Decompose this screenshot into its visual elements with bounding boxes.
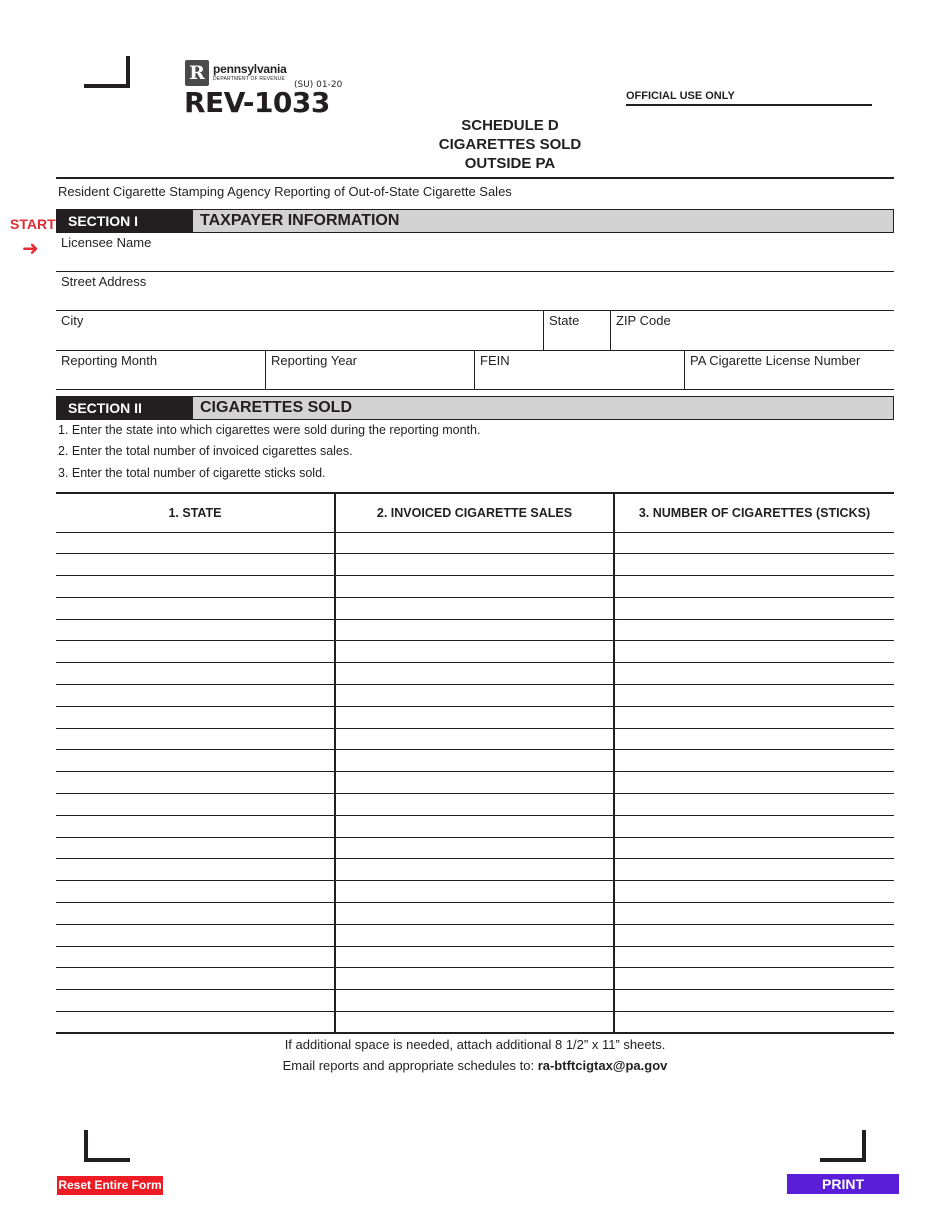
zip-code-label: ZIP Code: [616, 313, 671, 328]
cell-invoiced-sales-input[interactable]: [335, 837, 614, 859]
table-row: [56, 903, 894, 925]
state-label: State: [549, 313, 580, 328]
table-row: [56, 881, 894, 903]
table-row: [56, 750, 894, 772]
cell-invoiced-sales-input[interactable]: [335, 554, 614, 576]
cell-sticks-input[interactable]: [614, 772, 894, 794]
cell-state-input[interactable]: [56, 750, 335, 772]
cell-invoiced-sales-input[interactable]: [335, 728, 614, 750]
cell-invoiced-sales-input[interactable]: [335, 597, 614, 619]
reporting-year-field[interactable]: [265, 351, 474, 390]
cell-state-input[interactable]: [56, 685, 335, 707]
logo-department: DEPARTMENT OF REVENUE: [213, 76, 285, 82]
cell-sticks-input[interactable]: [614, 685, 894, 707]
reset-form-button[interactable]: Reset Entire Form: [57, 1176, 163, 1195]
zip-code-field[interactable]: [610, 311, 894, 351]
table-row: [56, 815, 894, 837]
licensee-name-label: Licensee Name: [61, 235, 152, 250]
section-1-name: TAXPAYER INFORMATION: [200, 212, 400, 229]
form-subtitle: Resident Cigarette Stamping Agency Reporting of Out-of-State Cigarette Sales: [58, 184, 512, 199]
cell-sticks-input[interactable]: [614, 881, 894, 903]
street-address-field[interactable]: [56, 272, 894, 311]
instruction-3: 3. Enter the total number of cigarette sticks sold.: [58, 466, 326, 480]
cell-invoiced-sales-input[interactable]: [335, 641, 614, 663]
cell-invoiced-sales-input[interactable]: [335, 924, 614, 946]
cell-state-input[interactable]: [56, 924, 335, 946]
cell-invoiced-sales-input[interactable]: [335, 903, 614, 925]
table-row: [56, 554, 894, 576]
city-field[interactable]: [56, 311, 543, 351]
table-row: [56, 576, 894, 598]
city-label: City: [61, 313, 84, 328]
cell-sticks-input[interactable]: [614, 728, 894, 750]
cell-sticks-input[interactable]: [614, 663, 894, 685]
cell-state-input[interactable]: [56, 990, 335, 1012]
table-row: [56, 685, 894, 707]
cell-invoiced-sales-input[interactable]: [335, 685, 614, 707]
corner-mark-bottom-right: [820, 1130, 866, 1162]
cell-invoiced-sales-input[interactable]: [335, 881, 614, 903]
reporting-month-label: Reporting Month: [61, 353, 158, 368]
arrow-right-icon: ➜: [22, 238, 39, 260]
cell-state-input[interactable]: [56, 597, 335, 619]
table-row: [56, 728, 894, 750]
cell-sticks-input[interactable]: [614, 706, 894, 728]
instruction-1: 1. Enter the state into which cigarettes were sold during the reporting month.: [58, 423, 481, 437]
form-title-line-2: CIGARETTES SOLD: [438, 136, 582, 153]
column-header-sticks: 3. NUMBER OF CIGARETTES (STICKS): [614, 493, 894, 532]
street-address-label: Street Address: [61, 274, 147, 289]
section-1-header: [56, 209, 894, 233]
email-address: ra-btftcigtax@pa.gov: [537, 1058, 668, 1073]
table-row: [56, 641, 894, 663]
cell-sticks-input[interactable]: [614, 1012, 894, 1034]
cell-state-input[interactable]: [56, 772, 335, 794]
cell-state-input[interactable]: [56, 576, 335, 598]
cell-sticks-input[interactable]: [614, 597, 894, 619]
cell-state-input[interactable]: [56, 706, 335, 728]
cell-sticks-input[interactable]: [614, 815, 894, 837]
form-number: REV-1033: [184, 86, 330, 119]
cell-sticks-input[interactable]: [614, 641, 894, 663]
cell-state-input[interactable]: [56, 859, 335, 881]
corner-mark-top-left: [84, 56, 130, 88]
fein-label: FEIN: [480, 353, 510, 368]
cell-invoiced-sales-input[interactable]: [335, 576, 614, 598]
print-button[interactable]: PRINT: [787, 1174, 899, 1194]
cell-invoiced-sales-input[interactable]: [335, 619, 614, 641]
section-1-number: SECTION I: [57, 210, 193, 232]
licensee-name-field[interactable]: [56, 233, 894, 272]
column-header-invoiced-sales: 2. INVOICED CIGARETTE SALES: [335, 493, 614, 532]
cell-sticks-input[interactable]: [614, 554, 894, 576]
cell-state-input[interactable]: [56, 837, 335, 859]
table-row: [56, 859, 894, 881]
cell-invoiced-sales-input[interactable]: [335, 859, 614, 881]
cell-sticks-input[interactable]: [614, 532, 894, 554]
cell-state-input[interactable]: [56, 881, 335, 903]
table-row: [56, 1012, 894, 1034]
cell-invoiced-sales-input[interactable]: [335, 968, 614, 990]
table-body: [56, 532, 894, 1033]
table-row: [56, 532, 894, 554]
form-title-line-1: SCHEDULE D: [461, 117, 559, 134]
additional-space-note: If additional space is needed, attach additional 8 1/2” x 11” sheets.: [284, 1037, 666, 1052]
cell-state-input[interactable]: [56, 903, 335, 925]
column-header-state: 1. STATE: [56, 493, 335, 532]
table-row: [56, 706, 894, 728]
instruction-2: 2. Enter the total number of invoiced cigarettes sales.: [58, 444, 353, 458]
cell-sticks-input[interactable]: [614, 924, 894, 946]
cell-sticks-input[interactable]: [614, 859, 894, 881]
cell-invoiced-sales-input[interactable]: [335, 815, 614, 837]
cell-invoiced-sales-input[interactable]: [335, 750, 614, 772]
table-row: [56, 597, 894, 619]
cell-state-input[interactable]: [56, 532, 335, 554]
start-label: START: [10, 216, 56, 232]
section-2-header: [56, 396, 894, 420]
state-field[interactable]: [543, 311, 610, 351]
cell-state-input[interactable]: [56, 619, 335, 641]
cell-state-input[interactable]: [56, 794, 335, 816]
cigarettes-sold-table: [56, 492, 894, 1034]
table-row: [56, 794, 894, 816]
cell-state-input[interactable]: [56, 1012, 335, 1034]
form-revision: (SU) 01-20: [294, 80, 343, 90]
cell-state-input[interactable]: [56, 641, 335, 663]
corner-mark-bottom-left: [84, 1130, 130, 1162]
cell-invoiced-sales-input[interactable]: [335, 794, 614, 816]
table-row: [56, 619, 894, 641]
header-divider: [56, 177, 894, 179]
cell-invoiced-sales-input[interactable]: [335, 532, 614, 554]
fein-field[interactable]: [474, 351, 684, 390]
table-row: [56, 924, 894, 946]
cell-state-input[interactable]: [56, 728, 335, 750]
cell-state-input[interactable]: [56, 946, 335, 968]
table-row: [56, 946, 894, 968]
cell-sticks-input[interactable]: [614, 990, 894, 1012]
table-row: [56, 772, 894, 794]
cell-sticks-input[interactable]: [614, 619, 894, 641]
table-row: [56, 837, 894, 859]
table-row: [56, 968, 894, 990]
logo-name: pennsylvania: [213, 62, 287, 76]
table-row: [56, 663, 894, 685]
cell-sticks-input[interactable]: [614, 794, 894, 816]
pa-license-number-label: PA Cigarette License Number: [690, 353, 861, 368]
cell-sticks-input[interactable]: [614, 837, 894, 859]
cell-invoiced-sales-input[interactable]: [335, 663, 614, 685]
cell-state-input[interactable]: [56, 815, 335, 837]
table-row: [56, 990, 894, 1012]
section-2-number: SECTION II: [57, 397, 193, 419]
cell-sticks-input[interactable]: [614, 946, 894, 968]
cell-sticks-input[interactable]: [614, 903, 894, 925]
cell-sticks-input[interactable]: [614, 750, 894, 772]
official-use-only-field: OFFICIAL USE ONLY: [626, 90, 872, 106]
reporting-year-label: Reporting Year: [271, 353, 358, 368]
cell-state-input[interactable]: [56, 663, 335, 685]
cell-invoiced-sales-input[interactable]: [335, 772, 614, 794]
cell-invoiced-sales-input[interactable]: [335, 946, 614, 968]
cell-sticks-input[interactable]: [614, 968, 894, 990]
email-note-prefix: Email reports and appropriate schedules to:: [282, 1058, 538, 1073]
form-title-line-3: OUTSIDE PA: [464, 155, 556, 172]
email-note: [0, 1058, 950, 1073]
cell-invoiced-sales-input[interactable]: [335, 706, 614, 728]
pa-license-number-field[interactable]: [684, 351, 894, 390]
section-2-name: CIGARETTES SOLD: [200, 399, 353, 416]
reporting-month-field[interactable]: [56, 351, 265, 390]
cell-state-input[interactable]: [56, 554, 335, 576]
table-header-row: [56, 493, 894, 532]
cell-invoiced-sales-input[interactable]: [335, 1012, 614, 1034]
cell-invoiced-sales-input[interactable]: [335, 990, 614, 1012]
pa-keystone-logo-icon: R: [185, 60, 209, 86]
cell-state-input[interactable]: [56, 968, 335, 990]
cell-sticks-input[interactable]: [614, 576, 894, 598]
